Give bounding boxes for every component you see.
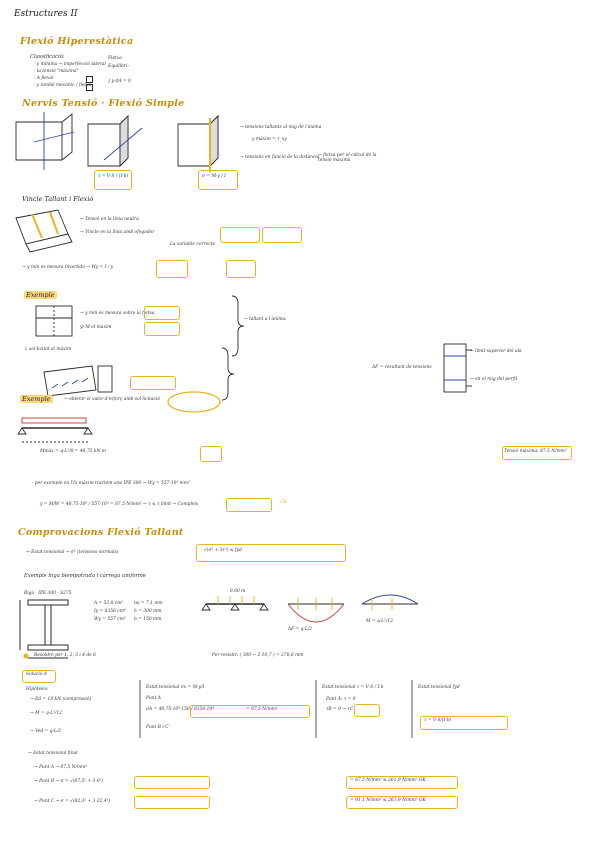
- note: ΔF = q·L/2: [288, 627, 313, 632]
- note: → obtenir el valor d'esforç amb sol·licitació: [64, 397, 160, 402]
- section-heading-nervis: Nervis Tensió · Flexió Simple: [22, 98, 185, 109]
- formula-moment: Mmàx = q·L²/8 = 48,75 kN·m: [40, 449, 106, 454]
- note: Per resistir: ( 300 − 2·10,7 ) = 278,6 mm: [212, 653, 304, 658]
- formula-box: [134, 796, 210, 809]
- note: · la tensió "màxima": [34, 69, 79, 74]
- property: tw = 7,1 mm: [134, 601, 163, 606]
- note: Fletxa: [108, 56, 122, 61]
- example-heading-text: Exemple: [26, 291, 55, 299]
- note: → Ed = 18 kN (compressió): [30, 697, 92, 702]
- example-heading: [20, 396, 53, 403]
- note: Estat tensional fyd: [418, 685, 460, 690]
- shear-diagram-sketch: [362, 595, 418, 610]
- page-title: Estructures II: [14, 9, 78, 19]
- formula-box: [94, 170, 132, 190]
- example-heading: [24, 292, 57, 299]
- ok-mark: OK: [280, 500, 287, 505]
- note: τB = 0 → τC: [326, 707, 354, 712]
- formula-box: [144, 306, 180, 320]
- note: Hipòtesis:: [26, 687, 49, 692]
- example-heading-text: Exemple: [22, 395, 51, 403]
- property: Iy = 8356 cm⁴: [94, 609, 126, 614]
- note: ↳ sol·licitat al màxim: [24, 347, 72, 352]
- note: → Punt A → 87,5 N/mm²: [34, 765, 88, 770]
- formula: τ = V·S/(I·b): [424, 718, 452, 723]
- note: → M = q·L²/12: [30, 711, 62, 716]
- section-heading-flexio: Flexió Hiperestàtica: [20, 36, 134, 47]
- note: La variable correcte: [170, 242, 216, 247]
- result-box: [226, 498, 272, 512]
- note: y màxim = τ_xy: [252, 137, 287, 142]
- section-heading-tallant: Vincle Tallant i Flexió: [22, 195, 94, 203]
- moment-diagram-sketch: [288, 598, 344, 622]
- formula-box: [262, 227, 302, 243]
- formula-box: [198, 170, 238, 190]
- note: · A flexió: [34, 76, 54, 81]
- note: Punt A: τ = 0: [326, 697, 356, 702]
- formula-box: [134, 776, 210, 789]
- note: Exemple biga biempotrada i càrrega uniforme: [24, 573, 146, 579]
- note: Estat tensional σx = M·y/I: [146, 685, 205, 690]
- result-value: = 87,5 N/mm² ≤ 261,9 N/mm² OK: [350, 778, 426, 783]
- brace-sketch: [232, 296, 244, 356]
- formula: σA = 48,75·10⁶·150 / 8356·10⁴: [146, 707, 214, 712]
- formula-box: [354, 704, 380, 717]
- note: → tensions tallants al mig de l'ànima: [240, 125, 322, 130]
- note: Classificació:: [30, 54, 65, 60]
- formula: = 87,5 N/mm²: [246, 707, 278, 712]
- shear-beam-sketch: [16, 210, 72, 252]
- formula-bending: σ = M·y / I: [202, 174, 226, 179]
- note: → y mín es mesura invertida → Wy = I / y: [22, 265, 114, 270]
- property: A = 53,8 cm²: [94, 601, 124, 606]
- property: b = 150 mm: [134, 617, 162, 622]
- property: h = 300 mm: [134, 609, 162, 614]
- formula-shear: τ = V·S / (I·b): [98, 174, 129, 179]
- note: → tallant a l'ànima:: [244, 317, 287, 322]
- formula-box: [156, 260, 188, 278]
- formula-box: [226, 260, 256, 278]
- flange-flow-sketch: [44, 366, 112, 396]
- formula-stress: y = M/W = 48,75·10⁶ / 557·10³ = 87,5 N/mm² → τ ≤ τ límit → Compleix: [40, 502, 199, 507]
- highlight-circle: [168, 392, 220, 412]
- note: Estat tensional τ = V·S / I·b: [322, 685, 384, 690]
- result-value: Tensió màxima: 87,5 N/mm²: [504, 449, 567, 454]
- loaded-beam-sketch: [18, 418, 92, 442]
- note: y/ M el màxim: [80, 325, 112, 330]
- formula-vonmises: √(σ² + 3τ²) ≤ fyd: [204, 548, 242, 553]
- property: Wy = 557 cm³: [94, 617, 126, 622]
- bullet-dot: [24, 654, 29, 659]
- note: Bigà · IPE 300 · S275: [24, 591, 72, 596]
- note: 6,00 m: [230, 589, 246, 594]
- beam-diagram-sketch: [202, 596, 268, 610]
- i-profile-sketch: [20, 600, 68, 658]
- formula-box: [220, 227, 260, 243]
- beam-block-sketch: [16, 112, 74, 170]
- ipe-section-sketch: [36, 306, 72, 336]
- note: · per exemple en l'Ix màxim tractem una IPE 300 → Wy = 557·10³ mm³: [32, 481, 190, 486]
- note: · y mínima → imperfecció lateral: [34, 62, 106, 67]
- beam-block-sketch: [178, 116, 218, 172]
- note: ΔF = resultant de tensions: [372, 365, 432, 370]
- note: → tensions en funció de la distància: [240, 155, 320, 160]
- note: Punt B i C: [146, 725, 169, 730]
- note: → Estat tensional → σ² (tensions normals): [26, 550, 119, 555]
- note: → Estat tensional final: [28, 751, 78, 756]
- note: → Punt C → σ = √(82,3² + 3·22,4²): [34, 799, 111, 804]
- result-value: = 91,1 N/mm² ≤ 261,9 N/mm² OK: [350, 798, 426, 803]
- note: → Punt B → σ = √(87,5² + 3·0²): [34, 779, 103, 784]
- note: · y també mecànic / fletxa: [34, 83, 92, 88]
- formula-box: [200, 446, 222, 462]
- note: ∫ y·dA = 0: [108, 79, 131, 84]
- note: Resoldre per 1, 2, 3 i 4 de 6: [34, 653, 96, 658]
- section-heading-solucio: Solució A: [26, 672, 47, 677]
- note: → límit superior del ala: [470, 349, 522, 354]
- note: Equilibri:: [108, 64, 129, 69]
- beam-block-sketch: [88, 116, 142, 166]
- formula-box: [144, 322, 180, 336]
- note: → y mín és mesura sobre la fletxa: [80, 311, 155, 316]
- section-heading-combinacio: Comprovacions Flexió Tallant: [18, 527, 184, 538]
- note: → en el mig del perfil: [470, 377, 518, 382]
- note: → Ved = q·L/2: [30, 729, 62, 734]
- note: → Tensió en la línia neutra: [80, 217, 139, 222]
- note: M = q·L²/12: [366, 619, 393, 624]
- note: → Vincle en la línia amb ofegador: [80, 230, 155, 235]
- note: Punt A: [146, 696, 161, 701]
- note: → fletxa per el càlcul de la tensió màxima: [318, 153, 377, 163]
- stress-block-sketch: [444, 344, 472, 392]
- formula-box: [130, 376, 176, 390]
